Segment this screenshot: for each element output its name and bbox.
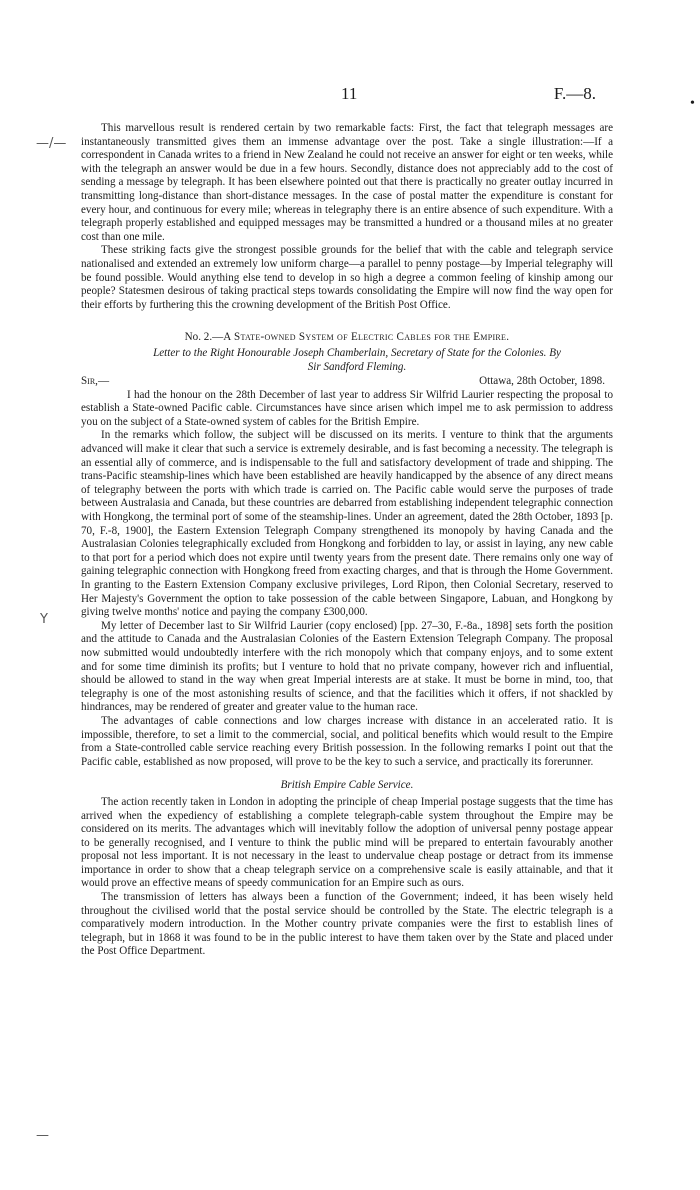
letter-title: Letter to the Right Honourable Joseph Chamberlain, Secretary of State for the Colonies. By [153,346,561,359]
salutation: Sir,— [81,375,110,388]
paragraph: I had the honour on the 28th December of last year to address Sir Wilfrid Laurier respecting the proposal to establish a State-owned Pacific cable. Circumstances have since arisen which impel me to ask permission to address you on the subject of a State-owned system of cables for the British Empire. [81,388,613,428]
letter-date: Ottawa, 28th October, 1898. [479,375,605,388]
paragraph: The action recently taken in London in adopting the principle of cheap Imperial postage suggests that the time has arrived when the expediency of establishing a complete telegraph-cable system throughout the Empire may be considered on its merits. The advantages which will inevitably follow the adoption of universal penny postage appear to be generally recognised, and I venture to think the public mind will be prepared to entertain favourably another proposal not less important. It is not necessary in the least to undervalue cheap postage or detract from its immense importance in order to show that a cheap telegraph service on a comprehensive scale is easily attainable, and that it would prove an effective means of speedy communication for an Empire such as ours. [81,795,613,890]
margin-mark: Y [40,612,48,627]
document-reference: F.—8. [553,84,596,103]
paragraph: These striking facts give the strongest possible grounds for the belief that with the cable and telegraph service nationalised and extended an extremely low uniform charge—a parallel to penny postage—by Imperial telegraphy will be found possible. Would anything else tend to develop in so high a degree a common feeling of kinship among our people? Statesmen desirous of taking practical steps towards consolidating the Empire will now find the way open for their efforts by furthering this the crowning development of the British Post Office. [81,244,613,311]
margin-mark: —/— [36,136,67,151]
section-heading [81,331,613,345]
section-title: A State-owned System of Electric Cables for the Empire. [223,331,510,344]
letter-author: Sir Sandford Fleming. [307,360,407,373]
page-number: 11 [341,84,358,103]
paragraph: In the remarks which follow, the subject will be discussed on its merits. I venture to think that the arguments advanced will make it clear that such a service is extremely desirable, and is fast becoming a necessity. The telegraph is an essential ally of commerce, and is indispensable to the full and satisfactory development of trade and shipping. The trans-Pacific steamship-lines which have been established are heavily handicapped by the absence of any direct means of telegraphy between the ports with which trade is carried on. The Pacific cable would serve the purposes of trade between Australasia and Canada, but these countries are debarred from establishing independent telegraphic connection with Hongkong, the terminal port of some of the steamship-lines. Under an agreement, dated the 28th October, 1893 [p. 70, F.-8, 1900], the Eastern Extension Telegraph Company strengthened its monopoly by having Canada and the Australasian Colonies telegraphically excluded from Hongkong and forbidden to lay, or assist in laying, any new cable to that port for a period which does not expire until twenty years from the present date. There remains only one way of gaining telegraphic connection with Hongkong freed from exacting charges, and that is through the Home Government. In granting to the Eastern Extension Company exclusive privileges, Lord Ripon, then Colonial Secretary, reserved to Her Majesty's Government the option to take possession of the cable between Singapore, Labuan, and Hongkong by giving twelve months' notice and paying the company £300,000. [81,429,613,619]
section-number: No. 2.— [184,331,224,344]
paragraph: This marvellous result is rendered certain by two remarkable facts: First, the fact that telegraph messages are instantaneously transmitted gives them an immense advantage over the post. Take a single illustration:—If a correspondent in Canada writes to a friend in New Zealand he could not receive an answer for eight or ten weeks, while with the telegraph an answer would be due in a few hours. Secondly, distance does not appreciably add to the cost of sending a message by telegraph. It has been elsewhere pointed out that there is practically no greater outlay incurred in transmitting long-distance than short-distance messages. In the case of postal matter the expenditure is constant for every hour, and continuous for every mile; whereas in telegraphy there is an entire absence of such expenditure. With a telegraph properly established and equipped messages may be transmitted a hundred or a thousand miles at no greater cost than one mile. [81,122,613,243]
paragraph: My letter of December last to Sir Wilfrid Laurier (copy enclosed) [pp. 27–30, F.-8a., 1898] sets forth the position and the attitude to Canada and the Australasian Colonies of the Eastern Extension Telegraph Company. The proposal now submitted would undoubtedly interfere with the rich monopoly which that company enjoys, and to some extent and for some time diminish its profits; but I venture to hold that no private company, however rich and influential, should be allowed to stand in the way when great Imperial interests are at stake. It must be borne in mind, too, that telegraphy is one of the most astonishing results of science, and that the facilities which it offers, if not shackled by hindrances, may be rendered of greater and greater value to the human race. [81,619,613,714]
document-body [81,122,613,959]
paragraph: The transmission of letters has always been a function of the Government; indeed, it has been wisely held throughout the civilised world that the postal service should be controlled by the State. The electric telegraph is a comparatively modern introduction. In the Mother country private companies were the first to establish lines of telegraph, but in 1868 it was found to be in the public interest to have them taken over by the State and placed under the Post Office Department. [81,891,613,958]
paragraph: The advantages of cable connections and low charges increase with distance in an accelerated ratio. It is impossible, therefore, to set a limit to the commercial, social, and political benefits which would result to the Empire from a State-controlled cable service reaching every British possession. In the following remarks I point out that the Pacific cable, established as now proposed, will prove to be the key to such a service, and practically its forerunner. [81,714,613,768]
subheading: British Empire Cable Service. [280,779,414,792]
margin-mark: — [36,1128,49,1143]
salutation-row [81,375,613,389]
margin-dot: • [690,96,695,111]
